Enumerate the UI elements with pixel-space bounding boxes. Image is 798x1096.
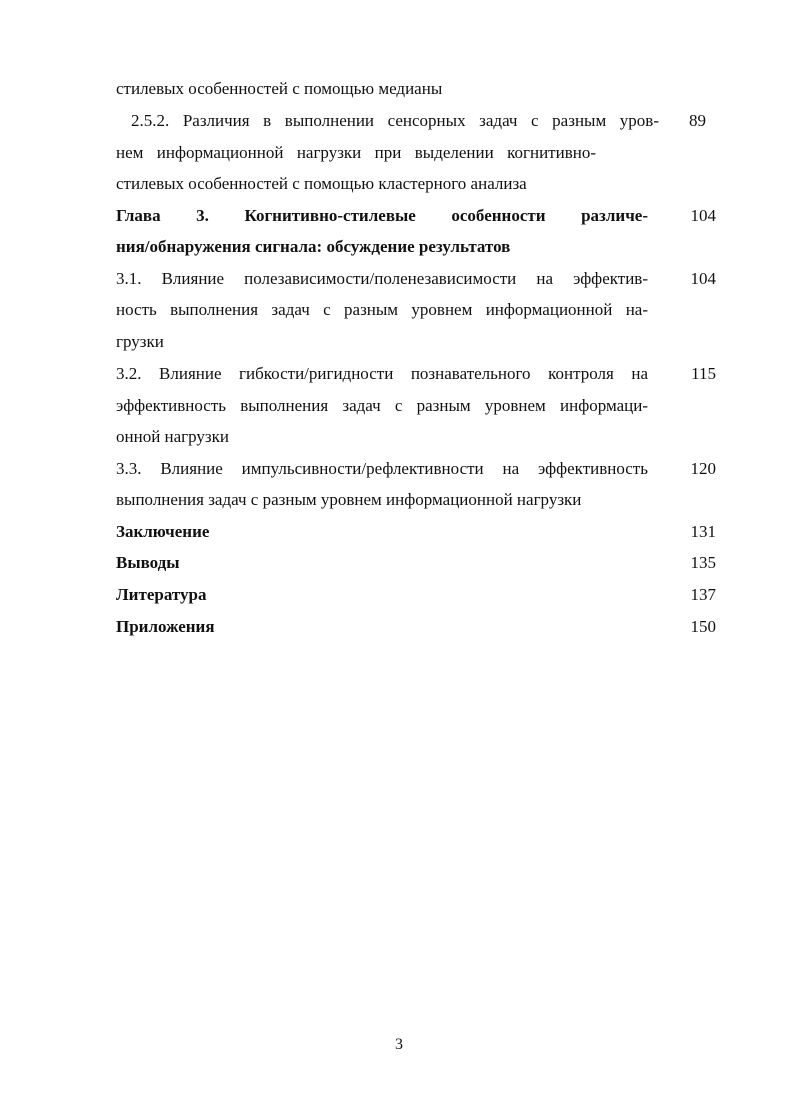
toc-word: Глава bbox=[116, 206, 161, 225]
toc-word: 3. bbox=[196, 206, 209, 225]
toc-entry-text: нем информационной нагрузки при выделении когнитивно- bbox=[116, 143, 596, 162]
toc-entry-text: 3.1. Влияние полезависимости/поленезависимости на эффектив- bbox=[116, 269, 648, 288]
toc-page-number: 120 bbox=[690, 459, 716, 478]
toc-entry-text: эффективность выполнения задач с разным уровнем информаци- bbox=[116, 396, 648, 415]
toc-word: различе- bbox=[581, 206, 648, 225]
toc-entry-text: онной нагрузки bbox=[116, 427, 230, 446]
toc-page-number: 150 bbox=[690, 617, 716, 636]
toc-page-number: 131 bbox=[690, 522, 716, 541]
toc-entry-text: 3.3. Влияние импульсивности/рефлективности на эффективность bbox=[116, 459, 648, 478]
toc-page-number: 89 bbox=[689, 111, 706, 130]
toc-entry-text: 3.2. Влияние гибкости/ригидности познавательного контроля на bbox=[116, 364, 648, 383]
toc-entry-label: Выводы bbox=[116, 553, 180, 572]
toc-page-number: 104 bbox=[690, 269, 716, 288]
toc-word: особенности bbox=[451, 206, 546, 225]
toc-page-number: 135 bbox=[690, 553, 716, 572]
toc-entry-text: выполнения задач с разным уровнем информационной нагрузки bbox=[116, 490, 582, 509]
toc-line-continuation: стилевых особенностей с помощью медианы bbox=[116, 79, 443, 98]
toc-chapter-title bbox=[116, 206, 648, 226]
toc-entry-text: 2.5.2. Различия в выполнении сенсорных задач с разным уров- bbox=[131, 111, 659, 130]
toc-word: Когнитивно-стилевые bbox=[244, 206, 416, 225]
toc-page-number: 104 bbox=[690, 206, 716, 225]
toc-entry-text: грузки bbox=[116, 332, 164, 351]
toc-entry-label: Литература bbox=[116, 585, 207, 604]
toc-entry-label: Приложения bbox=[116, 617, 215, 636]
toc-entry-text: ность выполнения задач с разным уровнем информационной на- bbox=[116, 300, 648, 319]
page-number: 3 bbox=[395, 1036, 403, 1053]
toc-page-number: 115 bbox=[691, 364, 716, 383]
toc-page-number: 137 bbox=[690, 585, 716, 604]
toc-entry-text: стилевых особенностей с помощью кластерного анализа bbox=[116, 174, 527, 193]
toc-chapter-title-line2: ния/обнаружения сигнала: обсуждение результатов bbox=[116, 237, 511, 256]
toc-entry-label: Заключение bbox=[116, 522, 210, 541]
